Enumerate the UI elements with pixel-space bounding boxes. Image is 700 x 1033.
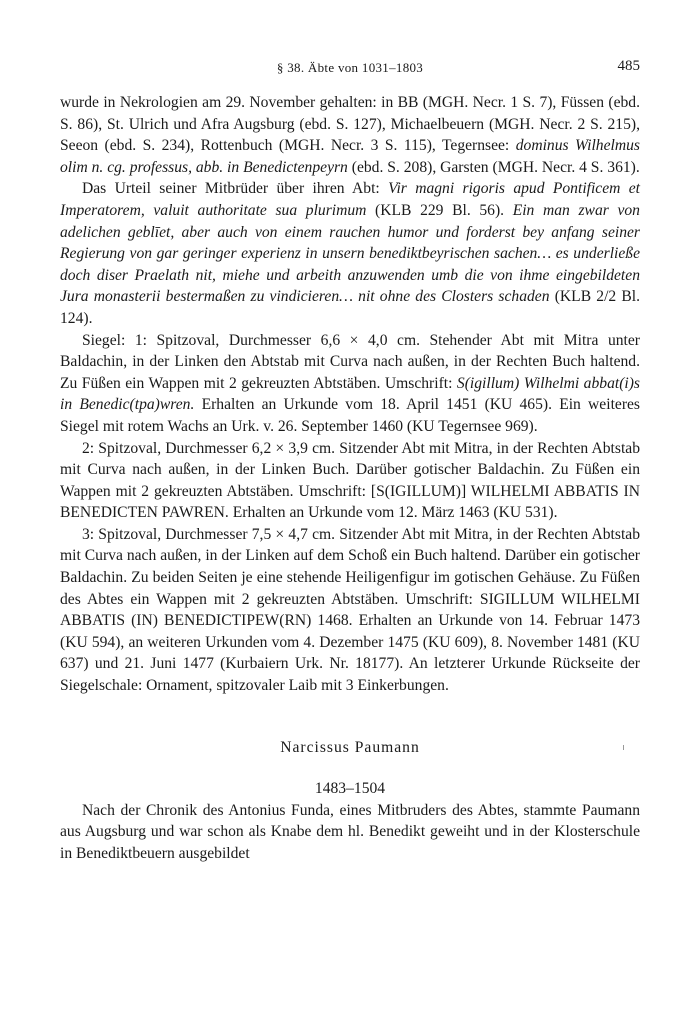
text-run: Erhalten an Urkunde vom 18. April 1451 (KU 465). Ein weiteres Siegel mit rotem Wachs an Urk. v. 26. September 1460 (KU Tegernsee 969). (60, 396, 640, 435)
text-run: (KLB 2/2 Bl. 124). (60, 288, 641, 327)
italic-quote: Ein man zwar von adelichen geblīet, aber auch von einem rauchen humor und forderst bey anfang seiner Regierung von gar geringer experienz in unsern benediktbeyrischen sachen… es underließe doch diser Praelath nit, miehe und arbeith anzuwenden umb die von ihme eingebildeten Jura monasterii bestermaßen zu vindicieren… nit ohne des Closters schaden (60, 201, 640, 306)
page-number: 485 (617, 58, 640, 74)
paragraph-necrology (60, 92, 640, 178)
paragraph-seal-2: 2: Spitzoval, Durchmesser 6,2 × 3,9 cm. Sitzender Abt mit Mitra, in der Rechten Abtstab mit Curva nach außen, in der Linken Buch. Darüber gotischer Baldachin. Zu Füßen ein Wappen mit 2 gekreuzten Abtstäben. Umschrift: [S(IGILLUM)] WILHELMI ABBATIS IN BENEDICTEN PAWREN. Erhalten an Urkunde vom 12. März 1463 (KU 531). (60, 439, 640, 522)
section-years: 1483–1504 (314, 780, 386, 798)
stray-mark (623, 745, 624, 750)
text-run: (ebd. S. 208), Garsten (MGH. Necr. 4 S. 361). (347, 158, 640, 176)
text-run: wurde in Nekrologien am 29. November gehalten: in BB (MGH. Necr. 1 S. 7), Füssen (ebd. S. 86), St. Ulrich und Afra Augsburg (ebd. S. 127), Michaelbeuern (MGH. Necr. 2 S. 215), Seeon (ebd. S. 234), Rottenbuch (MGH. Necr. 3 S. 115), Tegernsee: (60, 94, 640, 155)
italic-quote: Vir magni rigoris apud Pontificem et Imperatorem, valuit authoritate sua plurimum (60, 180, 641, 219)
section-title: Narcissus Paumann (280, 738, 420, 756)
italic-quote: dominus Wilhelmus olim n. cg. professus, abb. in Benedictenpeyrn (60, 137, 640, 176)
paragraph-seal-3: 3: Spitzoval, Durchmesser 7,5 × 4,7 cm. Sitzender Abt mit Mitra, in der Rechten Abtstab mit Curva nach außen, in der Linken auf dem Schoß ein Buch haltend. Darüber ein gotischer Baldachin. Zu beiden Seiten je eine stehende Heiligenfigur im gotischen Gehäuse. Zu Füßen des Abtes ein Wappen mit 2 gekreuzten Abtstäben. Umschrift: SIGILLUM WILHELMI ABBATIS (IN) BENEDICTIPEW(RN) 1468. Erhalten an Urkunde von 14. Februar 1473 (KU 594), an weiteren Urkunden vom 4. Dezember 1475 (KU 609), 8. November 1481 (KU 637) und 21. Juni 1477 (Kurbaiern Urk. Nr. 18177). An letzterer Urkunde Rückseite der Siegelschale: Ornament, spitzovaler Laib mit 3 Einkerbungen. (60, 525, 640, 695)
paragraph-chronicle: Nach der Chronik des Antonius Funda, eines Mitbruders des Abtes, stammte Paumann aus Augsburg und war schon als Knabe dem hl. Benedikt geweiht und in der Klosterschule in Benediktbeuern ausgebildet (60, 801, 640, 862)
running-title: § 38. Äbte von 1031–1803 (276, 60, 424, 75)
main-text (60, 92, 640, 865)
italic-inscription: S(igillum) Wilhelmi abbat(i)s in Benedic(tpa)wren. (60, 374, 640, 414)
text-run: (KLB 229 Bl. 56). (366, 201, 513, 219)
running-header (60, 60, 640, 82)
paragraph-judgement (60, 178, 640, 329)
text-run: Siegel: 1: Spitzoval, Durchmesser 6,6 × 4,0 cm. Stehender Abt mit Mitra unter Baldachin, in der Linken den Abtstab mit Curva nach außen, in der Rechten Buch haltend. Zu Füßen ein Wappen mit 2 gekreuzten Abtstäben. Umschrift: (60, 331, 640, 392)
paragraph-seal-1 (60, 330, 640, 438)
text-run: Das Urteil seiner Mitbrüder über ihren Abt: (82, 180, 389, 198)
